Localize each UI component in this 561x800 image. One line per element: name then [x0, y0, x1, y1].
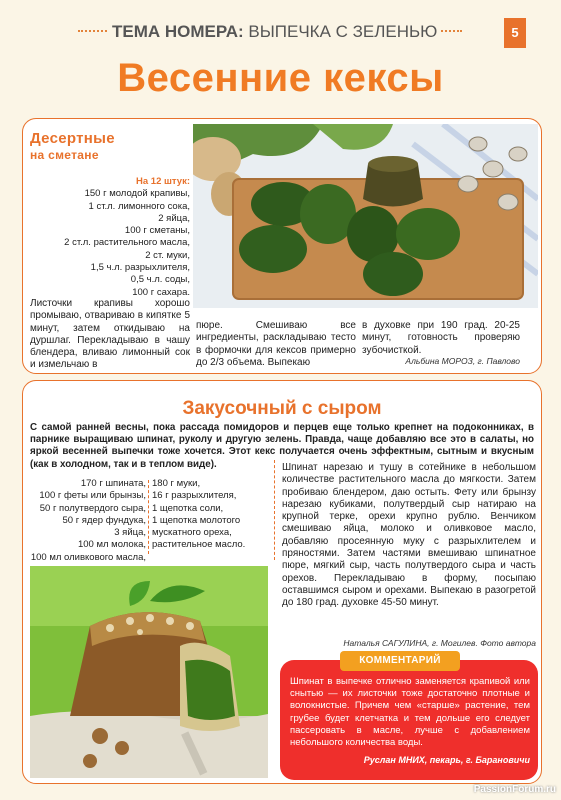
ingredient-line: 16 г разрыхлителя,: [152, 490, 237, 502]
ingredient-line: 2 яйца,: [158, 212, 190, 224]
recipe2-author: Наталья САГУЛИНА, г. Могилев. Фото автора: [343, 638, 536, 648]
spinach-cake-photo: [30, 566, 268, 778]
ingredient-line: 50 г полутвердого сыра,: [39, 502, 146, 514]
ingredient-line: 2 ст. муки,: [145, 249, 190, 261]
comment-author: Руслан МНИХ, пекарь, г. Барановичи: [363, 755, 530, 765]
page-number: 5: [504, 18, 526, 48]
recipe1-title-line1: Десертные: [30, 130, 115, 147]
recipe1-ingredients-head: На 12 штук:: [136, 176, 190, 187]
ingredient-line: 180 г муки,: [152, 478, 201, 489]
recipe1-author: Альбина МОРОЗ, г. Павлово: [405, 356, 520, 366]
recipe2-ingredients-a: [30, 478, 146, 564]
recipe1-title-line2: на сметане: [30, 148, 99, 162]
comment-text: Шпинат в выпечке отлично заменяется крапивой или снытью — их листочки тоже достаточно плотные и волокнистые. Причем чем «старше» растение, тем грубее будет клетчатка и тем дольше его следует пассеровать в масле, лучше с добавлением небольшого количества воды.: [290, 676, 530, 749]
comment-label: КОММЕНТАРИЙ: [340, 651, 460, 671]
ingredient-line: 1 ст.л. лимонного сока,: [88, 200, 190, 212]
ingredient-line: 1 щепотка молотого: [152, 514, 241, 526]
nettle-muffins-photo: [193, 124, 538, 308]
ingredient-line: 0,5 ч.л. соды,: [130, 274, 190, 286]
recipe2-ingredients-b: [152, 478, 272, 552]
ingredient-line: 1 щепотка соли,: [152, 502, 224, 514]
recipe1-ingredients: [30, 176, 190, 299]
watermark: PassionForum.ru: [473, 784, 556, 795]
ingredient-line: 150 г молодой крапивы,: [84, 188, 190, 200]
page-title: Весенние кексы: [117, 56, 444, 100]
recipe1-title: [30, 130, 115, 164]
recipe1-text-col1: Листочки крапивы хорошо промываю, отвариваю в кипятке 5 минут, затем откидываю на дуршлаг. Перекладываю в чашу блендера, вливаю лимонный сок и измельчаю в: [30, 298, 190, 371]
recipe2-title: Закусочный с сыром: [182, 398, 382, 419]
ingredient-line: 100 г сметаны,: [124, 225, 190, 237]
theme-title-rest: ВЫПЕЧКА С ЗЕЛЕНЬЮ: [243, 22, 438, 41]
ingredient-line: 100 г сахара.: [132, 286, 190, 298]
theme-title: [108, 22, 441, 42]
ingredient-line: 100 мл молока,: [77, 539, 146, 551]
ingredient-line: 50 г ядер фундука,: [62, 514, 146, 526]
ingredient-line: растительное масло.: [152, 539, 246, 551]
ingredient-line: 170 г шпината,: [80, 478, 146, 489]
ingredient-line: 2 ст.л. растительного масла,: [64, 237, 190, 249]
ingredient-line: 100 г феты или брынзы,: [39, 490, 146, 502]
theme-title-bold: ТЕМА НОМЕРА:: [112, 22, 244, 41]
recipe1-text-col3: в духовке при 190 град. 20-25 минут, готовность проверяю зубочисткой.: [362, 320, 520, 356]
ingredient-line: мускатного ореха,: [152, 527, 232, 539]
ingredients-divider: [148, 480, 149, 554]
ingredient-line: 100 мл оливкового масла,: [30, 551, 146, 563]
recipe1-text-col2: пюре. Смешиваю все ингредиенты, раскладываю тесто в формочки для кексов примерно до 2/3 объема. Выпекаю: [196, 320, 356, 368]
column-divider: [274, 460, 275, 560]
recipe2-intro: С самой ранней весны, пока рассада помидоров и перцев еще только крепнет на подоконниках, в парнике выращиваю шпинат, руколу и другую зелень. Правда, чаще добавляю все это в салаты, но яркой весенней выпечки тоже хочется. Этот кекс получается очень эффектным, сытным и вкусным (как в холодном, так и в теплом виде).: [30, 422, 534, 470]
ingredient-line: 1,5 ч.л. разрыхлителя,: [90, 262, 190, 274]
recipe2-text: Шпинат нарезаю и тушу в сотейнике в небольшом количестве растительного масла до мягкости. Затем пробиваю блендером, даю остыть. Фету или брынзу нарезаю кубиками, полутвердый сыр натираю на крупной терке, орехи крупно рублю. Венчиком смешиваю яйца, молоко и оливковое масло, добавляю просеянную муку с разрыхлителем и пряностями. Затем частями вмешиваю шпинатное пюре, мягкий сыр, часть полутвердого сыра и часть орехов. Перекладываю в форму, посыпаю оставшимся сыром и орехами. Выпекаю в разогретой до 180 град. духовке 45-50 минут.: [282, 462, 536, 609]
ingredient-line: 3 яйца,: [114, 527, 146, 539]
